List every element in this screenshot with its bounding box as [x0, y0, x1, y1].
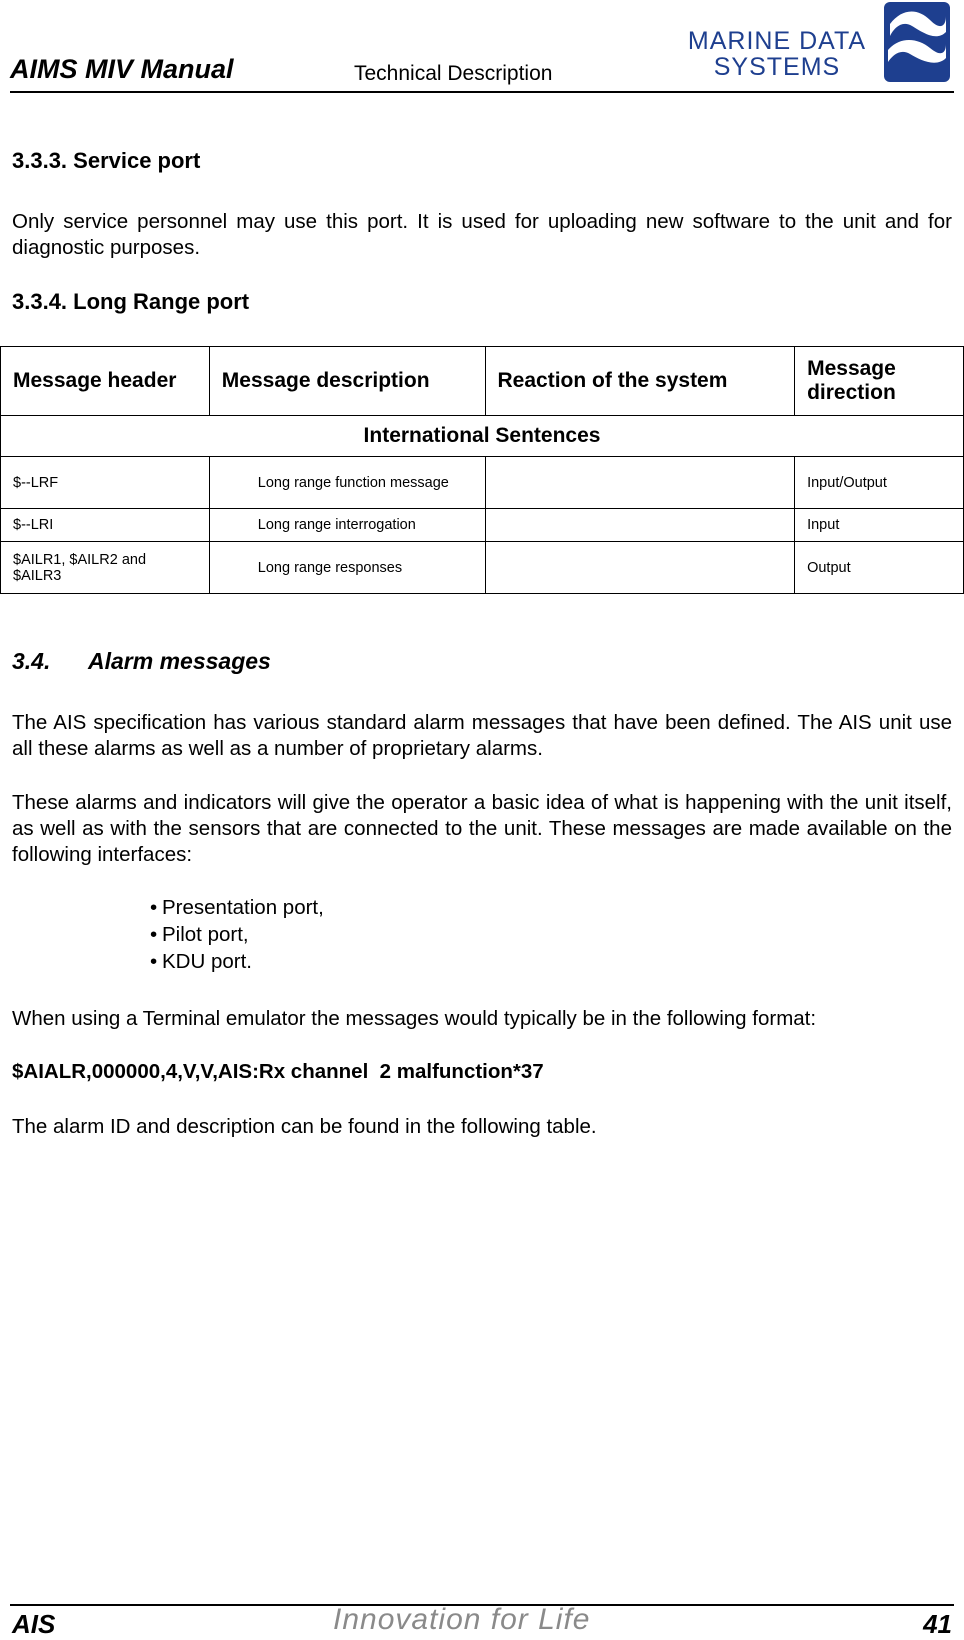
- column-header: Message header: [1, 347, 210, 416]
- cell-reaction: [485, 509, 795, 542]
- heading-long-range-port: 3.3.4. Long Range port: [12, 289, 250, 314]
- heading-text: Alarm messages: [88, 648, 271, 674]
- table-header-row: [1, 347, 964, 416]
- terminal-format-paragraph: When using a Terminal emulator the messages would typically be in the following format:: [12, 1007, 817, 1030]
- group-label: International Sentences: [1, 416, 964, 457]
- cell-reaction: [485, 542, 795, 594]
- cell-header: $--LRF: [1, 457, 210, 509]
- table-row: [1, 509, 964, 542]
- service-port-paragraph: Only service personnel may use this port. It is used for uploading new software to the unit and for diagnostic purposes.: [12, 210, 952, 259]
- logo-line-1: MARINE DATA: [687, 27, 867, 55]
- column-header: Reaction of the system: [485, 347, 795, 416]
- cell-header: $--LRI: [1, 509, 210, 542]
- section-subtitle: Technical Description: [354, 62, 553, 85]
- cell-direction: Input/Output: [795, 457, 964, 509]
- cell-description: Long range interrogation: [209, 509, 485, 542]
- bullet-marker: •: [150, 896, 158, 919]
- alarm-table-intro: The alarm ID and description can be found in the following table.: [12, 1115, 597, 1138]
- header-rule: [10, 91, 954, 93]
- column-header: Message description: [209, 347, 485, 416]
- footer-product: AIS: [12, 1609, 56, 1639]
- table-group-row: [1, 416, 964, 457]
- table-row: [1, 457, 964, 509]
- logo-line-2: SYSTEMS: [713, 53, 841, 81]
- bullet-marker: •: [150, 950, 158, 973]
- page-number: 41: [923, 1609, 952, 1639]
- heading-alarm-messages: [12, 648, 271, 675]
- table-row: [1, 542, 964, 594]
- cell-description: Long range responses: [209, 542, 485, 594]
- example-sentence: $AIALR,000000,4,V,V,AIS:Rx channel 2 malfunction*37: [12, 1060, 544, 1083]
- company-logo-text: [672, 28, 882, 80]
- heading-service-port: 3.3.3. Service port: [12, 148, 201, 173]
- cell-description: Long range function message: [209, 457, 485, 509]
- cell-direction: Input: [795, 509, 964, 542]
- cell-direction: Output: [795, 542, 964, 594]
- long-range-port-table: [0, 346, 964, 594]
- cell-reaction: [485, 457, 795, 509]
- wave-logo-icon: [884, 2, 950, 82]
- column-header: Message direction: [795, 347, 964, 416]
- footer-tagline: Innovation for Life: [333, 1603, 591, 1636]
- manual-title: AIMS MIV Manual: [10, 54, 234, 84]
- alarm-paragraph-2: These alarms and indicators will give the operator a basic idea of what is happening with the unit itself, as well as with the sensors that are connected to the unit. These messages are made available on the following interfaces:: [12, 791, 952, 866]
- bullet-marker: •: [150, 923, 158, 946]
- heading-number: 3.4.: [12, 648, 51, 674]
- alarm-paragraph-1: The AIS specification has various standard alarm messages that have been defined. The AIS unit use all these alarms as well as a number of proprietary alarms.: [12, 711, 952, 760]
- cell-header: $AILR1, $AILR2 and $AILR3: [1, 542, 210, 594]
